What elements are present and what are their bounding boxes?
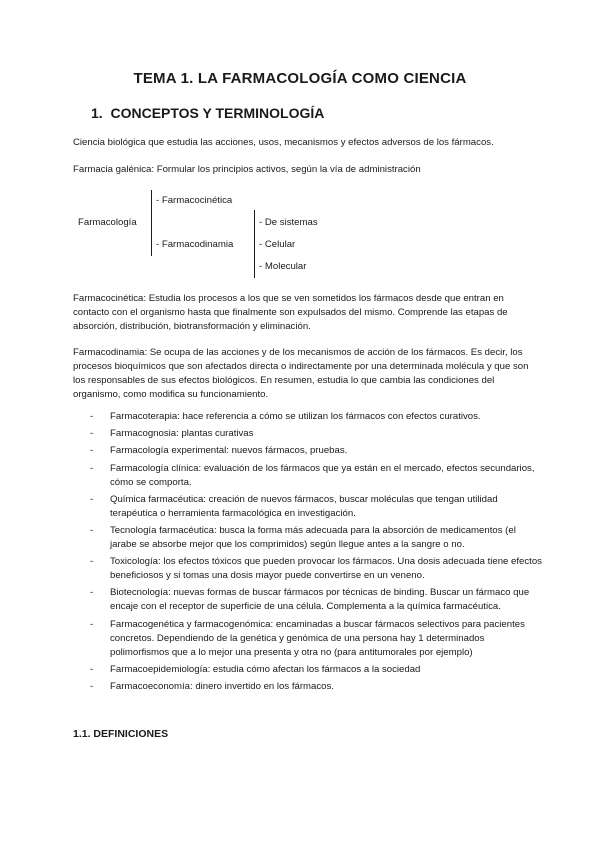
bullet-marker: - [90, 445, 94, 457]
diagram-root: Farmacología [78, 217, 137, 228]
list-item: - Farmacognosia: plantas curativas [90, 428, 254, 440]
list-item: - Farmacología clínica: evaluación de los fármacos que ya están en el mercado, efectos secundarios, cómo se comporta. [90, 462, 535, 488]
list-item: - Tecnología farmacéutica: busca la forma más adecuada para la absorción de medicamentos (el jarabe se absorbe mejor que los comprimidos) según llegue antes a la sangre o no. [90, 524, 516, 550]
definition-paragraph: Ciencia biológica que estudia las acciones, usos, mecanismos y efectos adversos de los fármacos. [73, 137, 494, 148]
bullet-marker: - [90, 663, 94, 675]
list-item: - Farmacoepidemiología: estudia cómo afectan los fármacos a la sociedad [90, 663, 421, 675]
list-item: - Toxicología: los efectos tóxicos que pueden provocar los fármacos. Una dosis adecuada tiene efectos beneficiosos y si tomas una dosis mayor puede convertirse en un veneno. [90, 556, 542, 582]
subsection-heading-definiciones: 1.1. DEFINICIONES [73, 728, 169, 740]
diagram-branch-farmacocinetica: - Farmacocinética [156, 195, 233, 206]
diagram-branch-farmacodinamia: - Farmacodinamia [156, 239, 234, 250]
section-heading-text: CONCEPTOS Y TERMINOLOGÍA [110, 105, 325, 121]
list-item: - Biotecnología: nuevas formas de buscar fármacos por técnicas de binding. Buscar un fármaco que encaje con el receptor de superficie de una célula. Complementa a la química farmacéutica. [90, 587, 530, 613]
bullet-marker: - [90, 618, 94, 630]
disciplines-list [73, 410, 543, 697]
bullet-marker: - [90, 680, 94, 692]
diagram-sub-molecular: - Molecular [259, 261, 307, 272]
galenica-paragraph: Farmacia galénica: Formular los principios activos, según la vía de administración [73, 164, 421, 175]
list-item: - Farmacología experimental: nuevos fármacos, pruebas. [90, 445, 348, 457]
diagram-sub-celular: - Celular [259, 239, 296, 250]
bullet-marker: - [90, 411, 94, 422]
list-item: - Farmacoeconomía: dinero invertido en los fármacos. [90, 680, 334, 692]
diagram-bracket-right [254, 210, 255, 278]
bullet-marker: - [90, 524, 94, 536]
farmacocinetica-paragraph: Farmacocinética: Estudia los procesos a los que se ven sometidos los fármacos desde que entran en contacto con el organismo hasta que finalmente son expulsados del mismo. Comprende las etapas de absorción, distribución, biotransformación y eliminación. [73, 293, 508, 332]
list-item: - Farmacogenética y farmacogenómica: encaminadas a buscar fármacos selectivos para pacientes concretos. Dependiendo de la genética y genómica de una persona hay 1 determinados polimorfismos que a lo mejor una presenta y otra no (para antitumorales por ejemplo) [90, 618, 525, 658]
document-title: TEMA 1. LA FARMACOLOGÍA COMO CIENCIA [133, 70, 467, 87]
bullet-marker: - [90, 493, 94, 505]
bullet-marker: - [90, 428, 94, 440]
list-item: - Farmacoterapia: hace referencia a cómo se utilizan los fármacos con efectos curativos. [90, 411, 481, 422]
bullet-marker: - [90, 556, 94, 568]
bullet-marker: - [90, 462, 94, 474]
section-heading [91, 105, 324, 121]
diagram-sub-sistemas: - De sistemas [259, 217, 318, 228]
list-item: - Química farmacéutica: creación de nuevos fármacos, buscar moléculas que tengan utilidad terapéutica o herramienta farmacológica en investigación. [90, 493, 498, 519]
section-number: 1. [91, 105, 103, 121]
farmacodinamia-paragraph: Farmacodinamia: Se ocupa de las acciones y de los mecanismos de acción de los fármacos. Es decir, los procesos bioquímicos que son afectados directa o indirectamente por una determinada molécula y que son los responsables de sus efectos biológicos. En resumen, estudia lo que cambia las condiciones del organismo, como modifica su funcionamiento. [73, 347, 529, 400]
bullet-marker: - [90, 587, 94, 599]
diagram-bracket-left [151, 190, 152, 256]
